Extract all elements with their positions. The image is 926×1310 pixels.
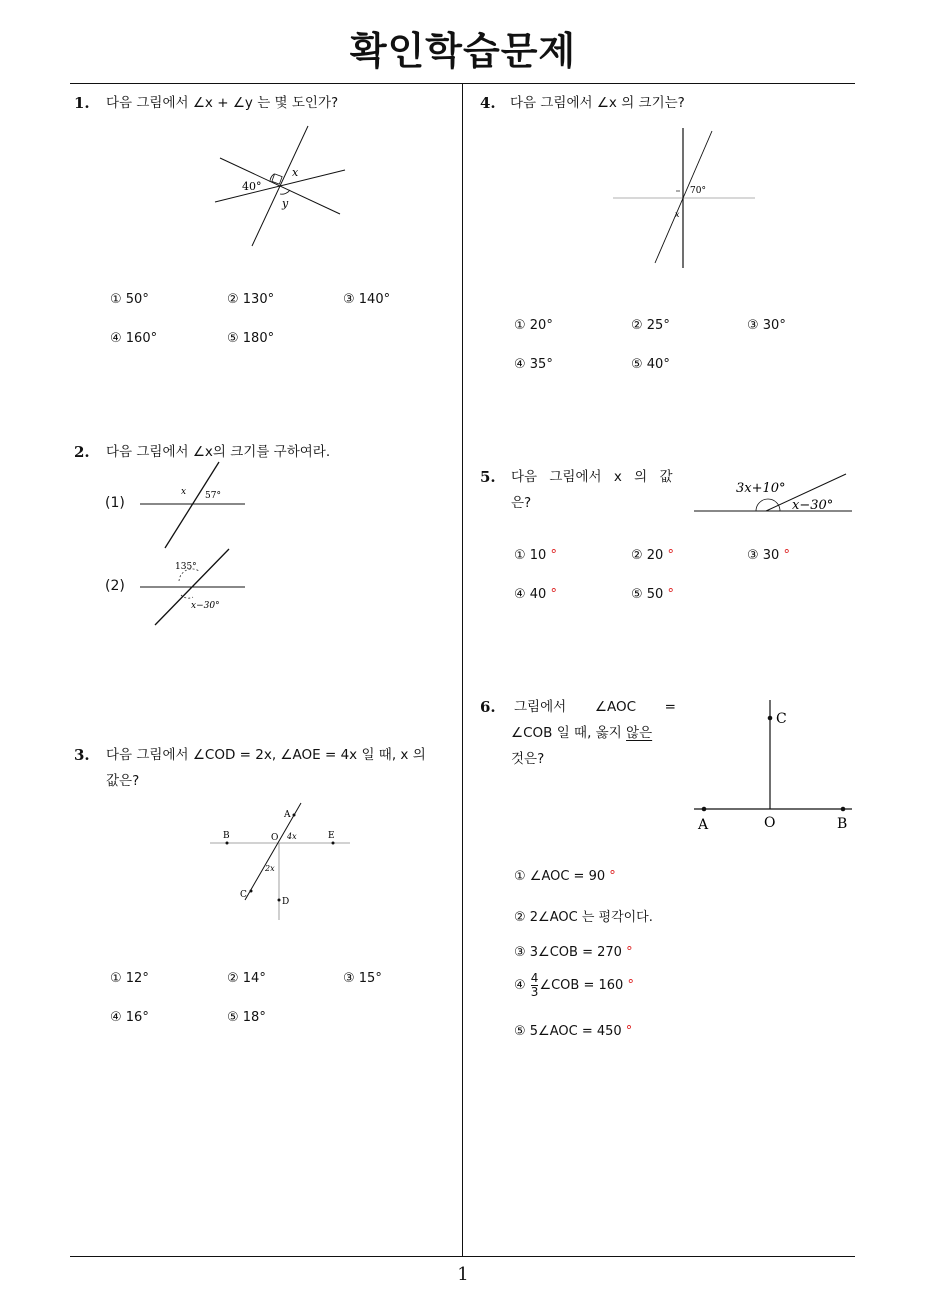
question-5-number: 5. (480, 468, 496, 486)
question-3-label-4x: 4x (287, 832, 297, 841)
question-5-option-2[interactable]: ② 20 ° (631, 548, 674, 563)
question-1-x-label: x (292, 166, 299, 179)
question-3-option-2[interactable]: ② 14° (227, 971, 266, 986)
question-6-label-a: A (698, 817, 709, 833)
question-2-text: 다음 그림에서 ∠x의 크기를 구하여라. (106, 444, 331, 460)
degree-mark: ° (626, 945, 633, 960)
column-divider (462, 84, 463, 1256)
question-6-text-line-3: 것은? (511, 751, 545, 767)
question-4-option-5[interactable]: ⑤ 40° (631, 357, 670, 372)
question-3-text-line-1: 다음 그림에서 ∠COD = 2x, ∠AOE = 4x 일 때, x 의 (106, 747, 426, 763)
question-2-sub-1-figure (135, 458, 250, 553)
question-5-option-4[interactable]: ④ 40 ° (514, 587, 557, 602)
degree-mark: ° (550, 548, 557, 563)
question-6-text-line-2: ∠COB 일 때, 옳지 않은 (511, 725, 653, 741)
page-title: 확인학습문제 (349, 29, 577, 73)
question-5-text-line-1: 다음 그림에서 x 의 값 (511, 469, 673, 485)
degree-mark: ° (627, 978, 634, 993)
question-4-option-4[interactable]: ④ 35° (514, 357, 553, 372)
question-4-x-label: x (675, 210, 680, 219)
question-6-underlined-word: 않은 (626, 725, 653, 741)
question-1-option-3[interactable]: ③ 140° (343, 292, 391, 307)
question-4-number: 4. (480, 94, 496, 112)
question-3-number: 3. (74, 746, 90, 764)
question-2-sub-2-label: (2) (105, 578, 125, 594)
question-3-label-a: A (284, 810, 291, 820)
question-2-sub-1-angle: 57° (205, 491, 221, 501)
question-2-sub-1-x: x (181, 487, 187, 497)
question-3-figure (205, 800, 355, 925)
question-1-y-label: y (282, 197, 289, 210)
question-2-sub-2-expr: x−30° (191, 601, 220, 611)
question-1-option-5[interactable]: ⑤ 180° (227, 331, 275, 346)
question-1-option-1[interactable]: ① 50° (110, 292, 149, 307)
degree-mark: ° (783, 548, 790, 563)
question-5-text-line-2: 은? (511, 495, 532, 511)
question-6-figure (690, 695, 855, 840)
question-2-sub-2-angle: 135° (175, 562, 197, 572)
question-6-option-3[interactable]: ③ 3∠COB = 270 ° (514, 945, 633, 960)
question-3-label-o: O (271, 833, 279, 843)
question-4-text: 다음 그림에서 ∠x 의 크기는? (510, 95, 685, 111)
question-3-option-5[interactable]: ⑤ 18° (227, 1010, 266, 1025)
question-3-text-line-2: 값은? (106, 773, 140, 789)
page-number: 1 (457, 1264, 469, 1285)
degree-mark: ° (625, 1024, 633, 1039)
question-2-sub-2-figure (135, 545, 250, 630)
question-3-label-d: D (282, 897, 290, 907)
fraction-four-thirds: $\frac{4}{3}$ (530, 971, 539, 999)
question-5-option-5[interactable]: ⑤ 50 ° (631, 587, 674, 602)
question-5-figure (690, 468, 855, 518)
question-4-angle-label: 70° (690, 186, 706, 196)
question-1-option-4[interactable]: ④ 160° (110, 331, 158, 346)
question-4-figure (610, 125, 760, 270)
question-3-option-1[interactable]: ① 12° (110, 971, 149, 986)
question-3-label-e: E (328, 831, 335, 841)
question-5-lower-label: x−30° (792, 498, 834, 513)
question-4-option-3[interactable]: ③ 30° (747, 318, 786, 333)
question-3-label-c: C (240, 890, 247, 900)
degree-mark: ° (609, 869, 616, 884)
degree-mark: ° (667, 548, 674, 563)
question-1-text: 다음 그림에서 ∠x + ∠y 는 몇 도인가? (106, 95, 339, 111)
question-6-option-5[interactable]: ⑤ 5∠AOC = 450 ° (514, 1024, 633, 1039)
question-5-option-3[interactable]: ③ 30 ° (747, 548, 790, 563)
question-3-option-4[interactable]: ④ 16° (110, 1010, 149, 1025)
question-6-label-o: O (764, 815, 776, 831)
question-6-option-4[interactable]: ④ $\frac{4}{3}$ ∠COB = 160 ° (514, 971, 634, 999)
question-6-text-line-1: 그림에서 ∠AOC = (514, 699, 676, 715)
question-1-number: 1. (74, 94, 90, 112)
question-6-label-b: B (837, 816, 848, 832)
degree-mark: ° (550, 587, 557, 602)
question-3-label-2x: 2x (265, 864, 275, 873)
question-5-upper-label: 3x+10° (736, 481, 786, 496)
question-5-option-1[interactable]: ① 10 ° (514, 548, 557, 563)
degree-mark: ° (667, 587, 674, 602)
question-2-number: 2. (74, 443, 90, 461)
question-6-option-2[interactable]: ② 2∠AOC 는 평각이다. (514, 910, 653, 925)
question-4-option-1[interactable]: ① 20° (514, 318, 553, 333)
question-6-label-c: C (776, 711, 787, 727)
question-3-label-b: B (223, 831, 230, 841)
bottom-rule (70, 1256, 855, 1257)
question-1-option-2[interactable]: ② 130° (227, 292, 275, 307)
question-6-number: 6. (480, 698, 496, 716)
question-3-option-3[interactable]: ③ 15° (343, 971, 382, 986)
question-4-option-2[interactable]: ② 25° (631, 318, 670, 333)
question-1-angle-40-label: 40° (242, 180, 262, 193)
question-2-sub-1-label: (1) (105, 495, 125, 511)
question-1-figure (200, 120, 360, 255)
question-6-option-1[interactable]: ① ∠AOC = 90 ° (514, 869, 616, 884)
